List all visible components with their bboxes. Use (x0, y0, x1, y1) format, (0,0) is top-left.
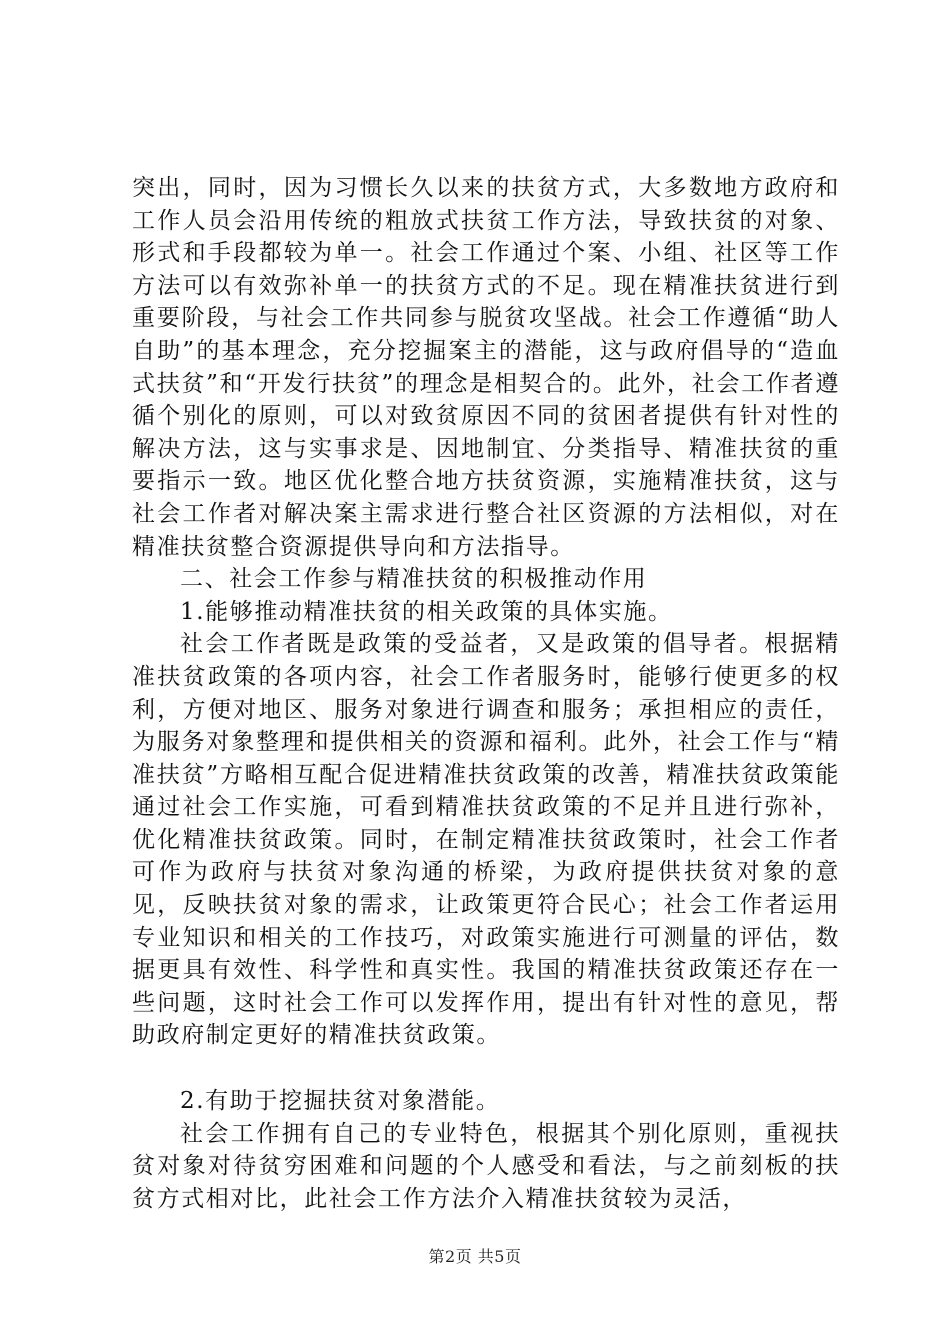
paragraph-spacer (132, 1052, 840, 1085)
section-heading-2: 二、社会工作参与精准扶贫的积极推动作用 (180, 566, 648, 593)
document-body (132, 172, 840, 1215)
subheading-2: 2.有助于挖掘扶贫对象潜能。 (180, 1088, 501, 1115)
paragraph-potential: 社会工作拥有自己的专业特色，根据其个别化原则，重视扶贫对象对待贫穷困难和问题的个人感受和看法，与之前刻板的扶贫方式相对比，此社会工作方法介入精准扶贫较为灵活， (132, 1120, 840, 1212)
paragraph-continuation: 突出，同时，因为习惯长久以来的扶贫方式，大多数地方政府和工作人员会沿用传统的粗放式扶贫工作方法，导致扶贫的对象、形式和手段都较为单一。社会工作通过个案、小组、社区等工作方法可以有效弥补单一的扶贫方式的不足。现在精准扶贫进行到重要阶段，与社会工作共同参与脱贫攻坚战。社会工作遵循“助人自助”的基本理念，充分挖掘案主的潜能，这与政府倡导的“造血式扶贫”和“开发行扶贫”的理念是相契合的。此外，社会工作者遵循个别化的原则，可以对致贫原因不同的贫困者提供有针对性的解决方法，这与实事求是、因地制宜、分类指导、精准扶贫的重要指示一致。地区优化整合地方扶贫资源，实施精准扶贫，这与社会工作者对解决案主需求进行整合社区资源的方法相似，对在精准扶贫整合资源提供导向和方法指导。 (132, 175, 840, 560)
subheading-1: 1.能够推动精准扶贫的相关政策的具体实施。 (180, 598, 673, 625)
paragraph-policy: 社会工作者既是政策的受益者，又是政策的倡导者。根据精准扶贫政策的各项内容，社会工作者服务时，能够行使更多的权利，方便对地区、服务对象进行调查和服务；承担相应的责任，为服务对象整理和提供相关的资源和福利。此外，社会工作与“精准扶贫”方略相互配合促进精准扶贫政策的改善，精准扶贫政策能通过社会工作实施，可看到精准扶贫政策的不足并且进行弥补，优化精准扶贫政策。同时，在制定精准扶贫政策时，社会工作者可作为政府与扶贫对象沟通的桥梁，为政府提供扶贫对象的意见，反映扶贫对象的需求，让政策更符合民心；社会工作者运用专业知识和相关的工作技巧，对政策实施进行可测量的评估，数据更具有效性、科学性和真实性。我国的精准扶贫政策还存在一些问题，这时社会工作可以发挥作用，提出有针对性的意见，帮助政府制定更好的精准扶贫政策。 (132, 631, 840, 1049)
page-footer: 第2页 共5页 (428, 1247, 522, 1266)
